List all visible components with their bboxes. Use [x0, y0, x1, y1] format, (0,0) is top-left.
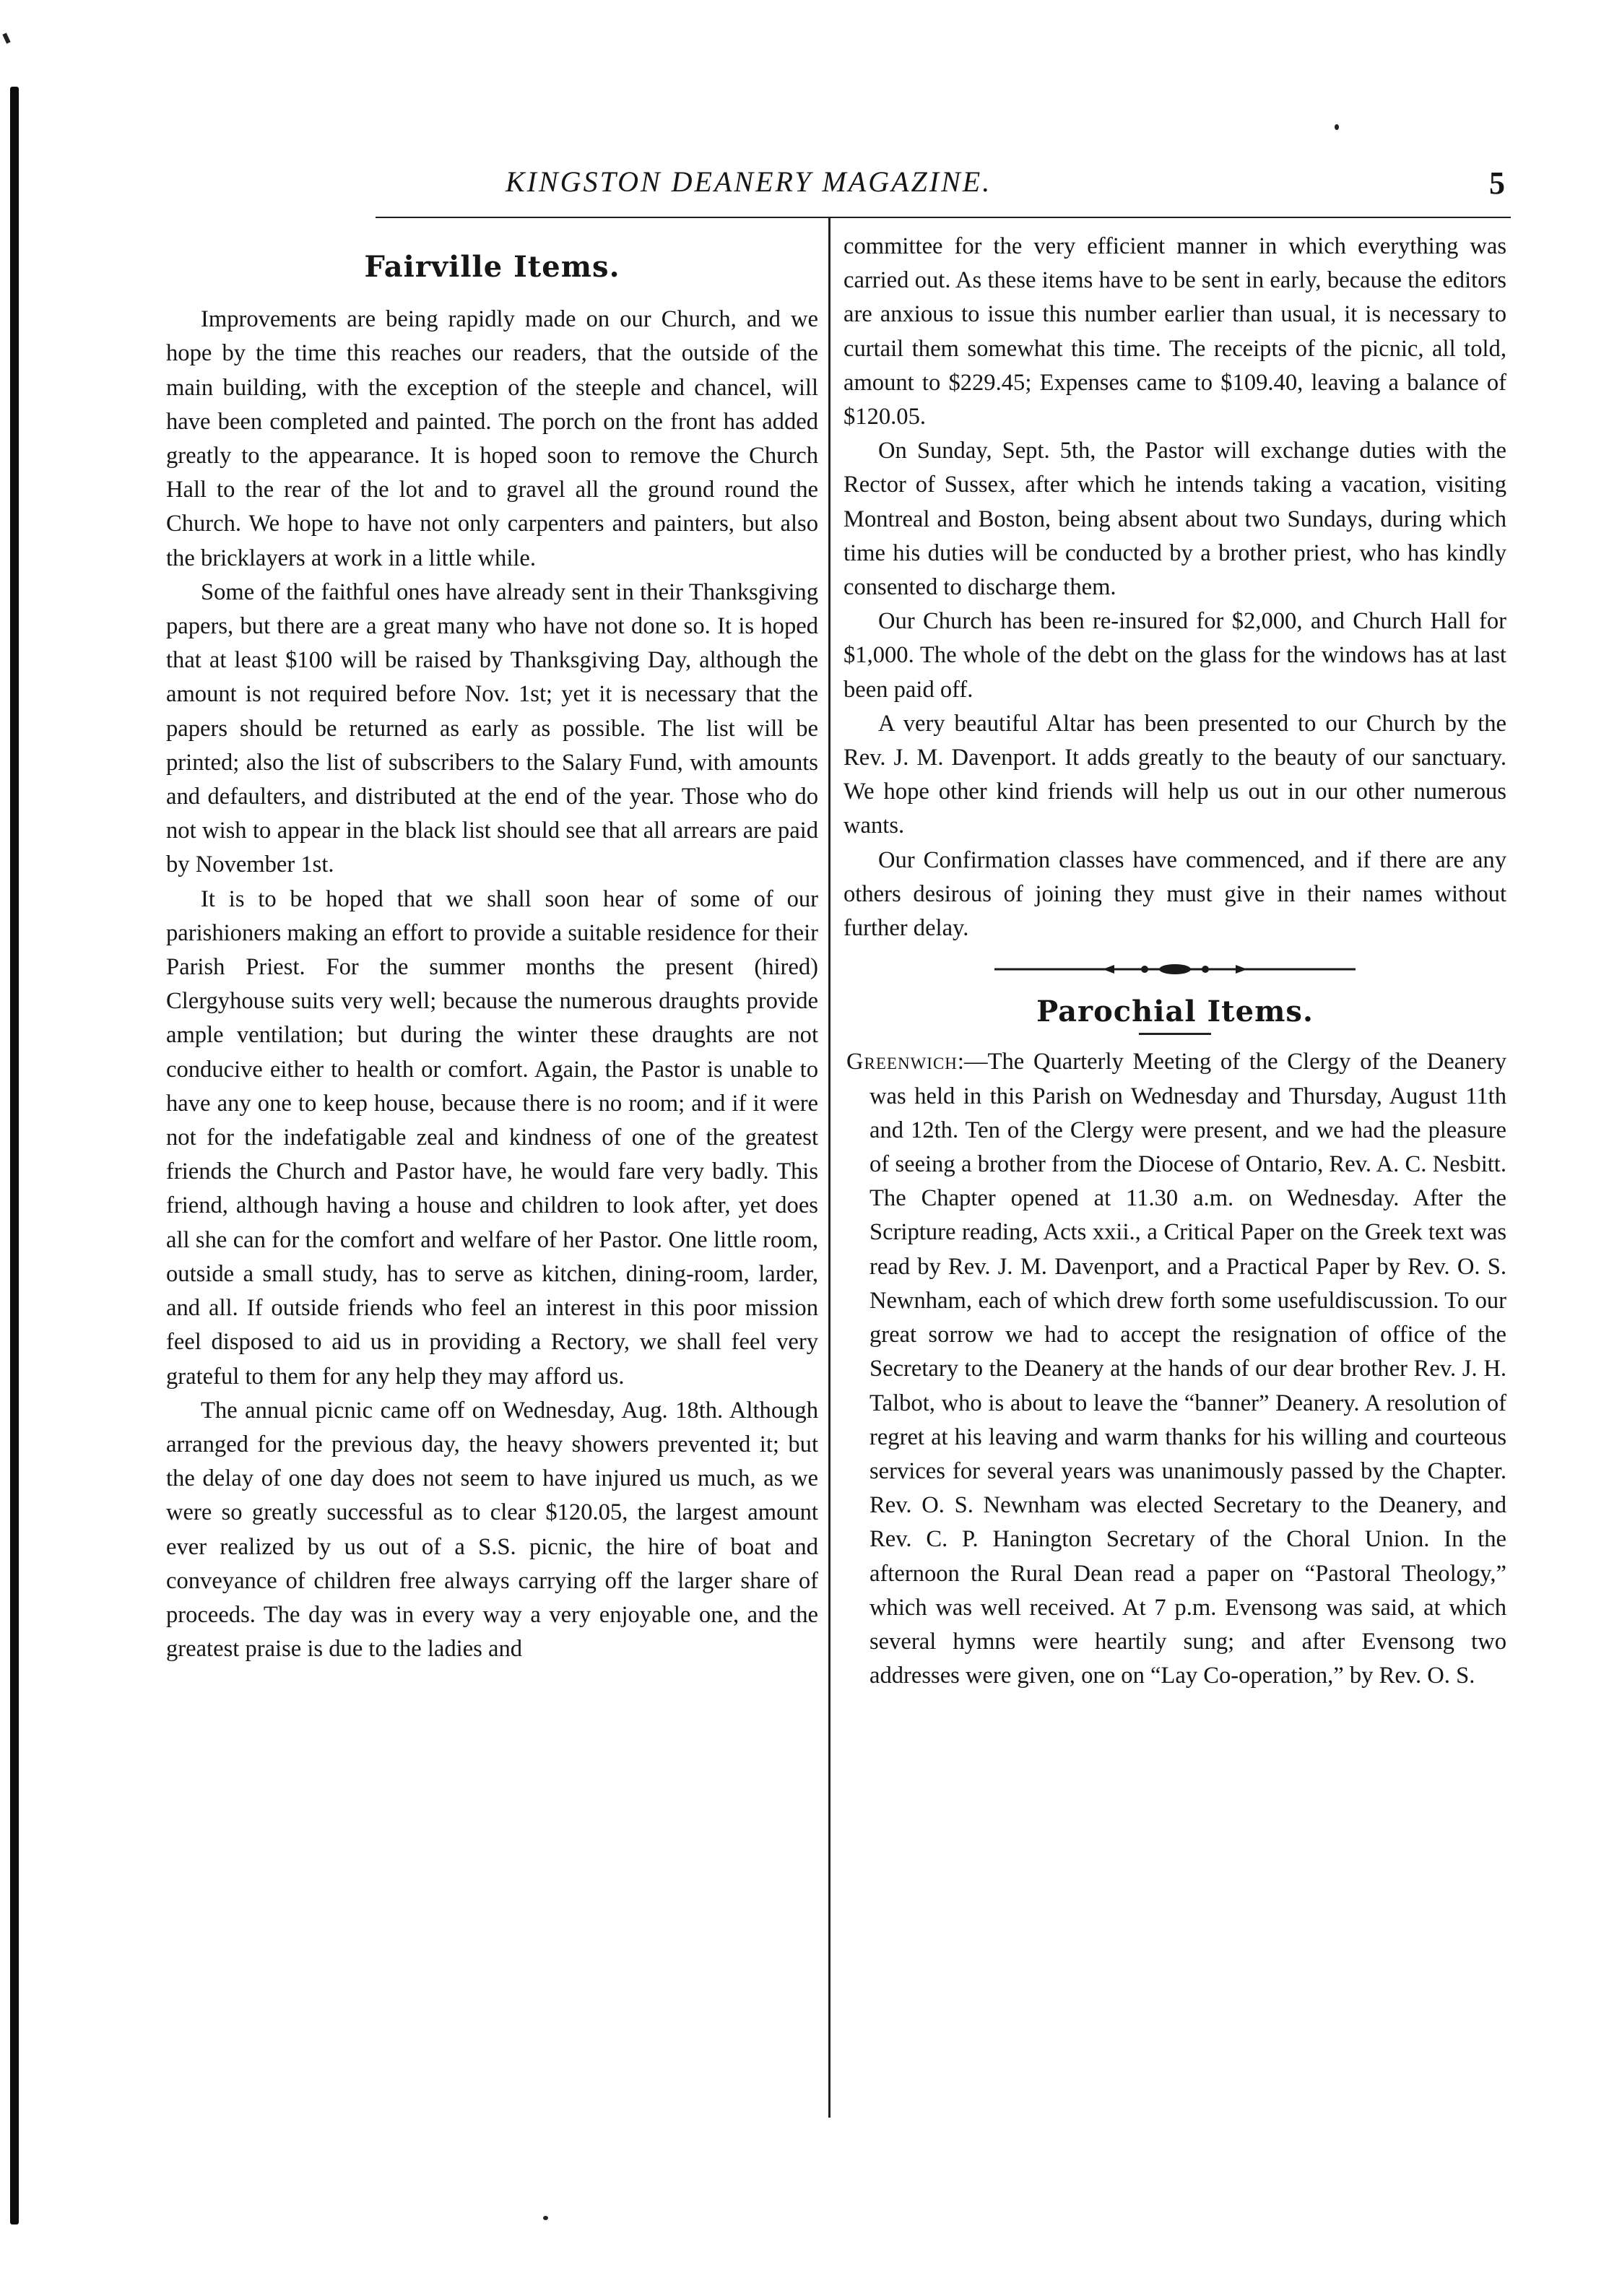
- scan-speck: [1335, 124, 1339, 130]
- running-title: KINGSTON DEANERY MAGAZINE.: [506, 165, 992, 198]
- lead-separator: :—: [957, 1049, 988, 1075]
- left-column: [166, 230, 818, 1666]
- scan-mark: [2, 33, 10, 43]
- fairville-paragraph-continued: committee for the very efficient manner in which everything was carried out. As these items have to be sent in early, because the editors are anxious to issue this number earlier than usual, it is necessary to curtail them somewhat this time. The receipts of the picnic, all told, amount to $229.45; Expenses came to $109.40, leaving a balance of $120.05.: [843, 233, 1506, 430]
- fairville-paragraph: Some of the faithful ones have already sent in their Thanksgiving papers, but there are a great many who have not done so. It is hoped that at least $100 will be raised by Thanksgiving Day, although the amount is not required before Nov. 1st; yet it is necessary that the papers should be returned as early as possible. The list will be printed; also the list of subscribers to the Salary Fund, with amounts and defaulters, and distributed at the end of the year. Those who do not wish to appear in the black list should see that all arrears are paid by November 1st.: [166, 579, 818, 878]
- fairville-heading: Fairville Items.: [364, 250, 620, 284]
- column-divider: [828, 217, 830, 2118]
- fairville-paragraph: The annual picnic came off on Wednesday, Aug. 18th. Although arranged for the previous day, the heavy showers prevented it; but the delay of one day does not seem to have injured us much, as we were so greatly successful as to clear $120.05, the largest amount ever realized by us out of a S.S. picnic, the hire of boat and conveyance of children free always carrying off the larger share of proceeds. The day was in every way a very enjoyable one, and the greatest praise is due to the ladies and: [166, 1397, 818, 1663]
- header-rule: [376, 217, 1511, 218]
- fairville-paragraph: Improvements are being rapidly made on our Church, and we hope by the time this reaches our readers, that the outside of the main building, with the exception of the steeple and chancel, will have been completed and painted. The porch on the front has added greatly to the appearance. It is hoped soon to remove the Church Hall to the rear of the lot and to gravel all the ground round the Church. We hope to have not only carpenters and painters, but also the bricklayers at work in a little while.: [166, 306, 818, 571]
- heading-underline: [1139, 1033, 1211, 1035]
- fairville-paragraph: On Sunday, Sept. 5th, the Pastor will exchange duties with the Rector of Sussex, after which he intends taking a vacation, visiting Montreal and Boston, being absent about two Sundays, during which time his duties will be conducted by a brother priest, who has kindly consented to discharge them.: [843, 438, 1506, 601]
- page-header: [506, 165, 1505, 208]
- scan-speck: [543, 2216, 548, 2220]
- page-number: 5: [1489, 165, 1505, 201]
- greenwich-paragraph: [843, 1045, 1506, 1693]
- page-binding-edge: [10, 87, 19, 2224]
- section-ornament: [987, 961, 1363, 977]
- greenwich-text: The Quarterly Meeting of the Clergy of the Deanery was held in this Parish on Wednesday and Thursday, August 11th and 12th. Ten of the Clergy were present, and we had the pleasure of seeing a brother from the Diocese of Ontario, Rev. A. C. Nesbitt. The Chapter opened at 11.30 a.m. on Wednesday. After the Scripture reading, Acts xxii., a Critical Paper on the Greek text was read by Rev. J. M. Davenport, and a Practical Paper by Rev. O. S. Newnham, each of which drew forth some usefuldiscussion. To our great sorrow we had to accept the resignation of office of the Secretary to the Deanery at the hands of our dear brother Rev. J. H. Talbot, who is about to leave the “banner” Deanery. A resolution of regret at his leaving and warm thanks for his willing and courteous services for several years was unanimously passed by the Chapter. Rev. O. S. Newnham was elected Secretary to the Deanery, and Rev. C. P. Hanington Secretary of the Choral Union. In the afternoon the Rural Dean read a paper on “Pastoral Theology,” which was well received. At 7 p.m. Evensong was said, at which several hymns were heartily sung; and after Evensong two addresses were given, one on “Lay Co-operation,” by Rev. O. S.: [869, 1049, 1506, 1689]
- fairville-paragraph: Our Church has been re-insured for $2,000, and Church Hall for $1,000. The whole of the debt on the glass for the windows has at last been paid off.: [843, 608, 1506, 703]
- fairville-paragraph: Our Confirmation classes have commenced, and if there are any others desirous of joining they must give in their names without further delay.: [843, 846, 1506, 942]
- fairville-paragraph: It is to be hoped that we shall soon hear of some of our parishioners making an effort to provide a suitable residence for their Parish Priest. For the summer months the present (hired) Clergyhouse suits very well; because the numerous draughts provide ample ventilation; but during the winter these draughts are not conducive either to health or comfort. Again, the Pastor is unable to have any one to keep house, because there is no room; and if it were not for the indefatigable zeal and kindness of one of the greatest friends the Church and Pastor have, he would fare very badly. This friend, although having a house and children to look after, yet does all she can for the comfort and welfare of her Pastor. One little room, outside a small study, has to serve as kitchen, dining-room, larder, and all. If outside friends who feel an interest in this poor mission feel disposed to aid us in providing a Rectory, we shall feel very grateful to them for any help they may afford us.: [166, 885, 818, 1390]
- right-column: [843, 230, 1506, 1693]
- parochial-heading: Parochial Items.: [1036, 995, 1314, 1029]
- place-name: Greenwich: [846, 1049, 958, 1075]
- fairville-paragraph: A very beautiful Altar has been presented to our Church by the Rev. J. M. Davenport. It adds greatly to the beauty of our sanctuary. We hope other kind friends will help us out in our other numerous wants.: [843, 710, 1506, 839]
